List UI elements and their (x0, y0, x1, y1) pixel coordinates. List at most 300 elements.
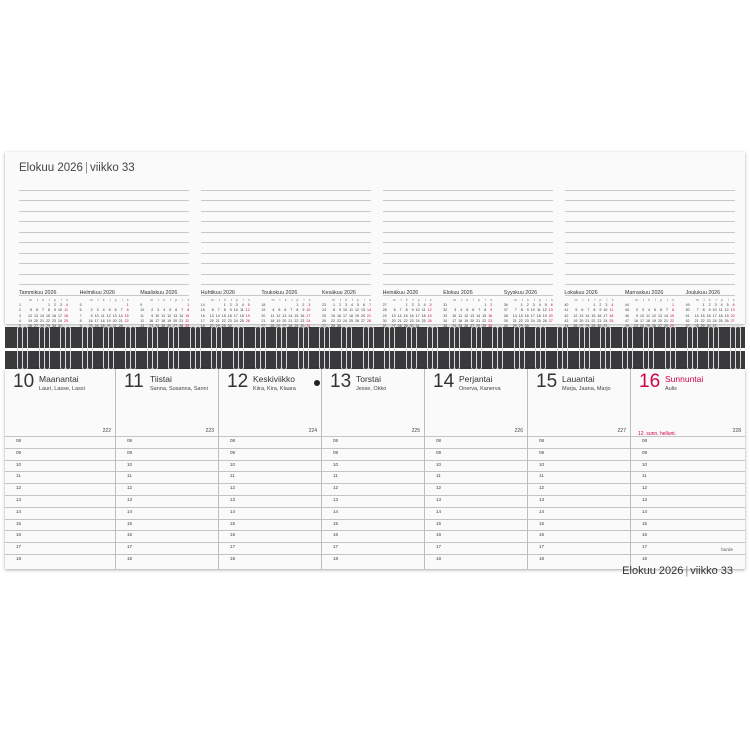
mini-day: 20 (361, 313, 365, 318)
mini-day: 18 (64, 313, 68, 318)
mini-day: 1 (223, 303, 226, 308)
hour-row[interactable] (219, 495, 321, 507)
mini-day: 9 (302, 308, 305, 313)
week-number: 20 (261, 313, 266, 318)
spiral-ring-icon (426, 326, 439, 370)
hour-row[interactable] (322, 483, 424, 495)
spiral-ring-icon (318, 326, 331, 370)
footer-title: Elokuu 2026 | viikko 33 (622, 565, 733, 577)
mini-day: 6 (363, 303, 365, 308)
hour-row[interactable] (219, 483, 321, 495)
mini-day: 17 (712, 313, 717, 318)
day-number: 12 (227, 371, 249, 392)
hour-row[interactable] (322, 542, 424, 554)
day-of-year: 225 (411, 428, 420, 434)
mini-day: 20 (470, 318, 475, 323)
mini-day: 8 (223, 308, 226, 313)
mini-day: 1 (405, 303, 408, 308)
note-line (565, 201, 735, 212)
mini-day: 7 (290, 308, 293, 313)
mini-day: 12 (427, 308, 432, 313)
hour-label: 15 (230, 520, 236, 526)
week-number: 6 (79, 308, 82, 313)
hour-row[interactable] (116, 471, 218, 483)
mini-day: 13 (209, 313, 214, 318)
mini-day: 6 (660, 308, 662, 313)
mini-day: 5 (169, 308, 172, 313)
hour-row[interactable] (219, 507, 321, 519)
mini-day: 2 (54, 303, 56, 308)
hour-row[interactable] (631, 507, 745, 519)
hour-row[interactable] (322, 495, 424, 507)
hour-row[interactable] (631, 436, 745, 448)
mini-day: 4 (611, 303, 614, 308)
hour-row[interactable] (219, 436, 321, 448)
mini-day: 4 (66, 303, 68, 308)
mini-day: 3 (605, 303, 608, 308)
notes-column[interactable] (201, 180, 371, 296)
mini-day: 13 (34, 313, 38, 318)
mini-day: 19 (245, 313, 250, 318)
mini-day: 6 (36, 308, 38, 313)
mini-day: 9 (90, 313, 93, 318)
hour-row[interactable] (219, 542, 321, 554)
header-month: Elokuu 2026 (19, 162, 83, 174)
mini-day: 12 (464, 313, 469, 318)
hour-grid (116, 436, 218, 566)
week-number: 21 (261, 318, 266, 323)
mini-calendar (564, 290, 624, 329)
hour-label: 14 (333, 508, 339, 514)
hour-row[interactable] (322, 554, 424, 566)
mini-day: 15 (221, 313, 226, 318)
hour-row[interactable] (5, 554, 115, 566)
mini-day: 4 (102, 308, 105, 313)
note-line (201, 201, 371, 212)
hour-row[interactable] (631, 448, 745, 460)
mini-day: 3 (157, 308, 160, 313)
note-line (383, 264, 553, 275)
day-column[interactable] (528, 369, 631, 569)
hour-row[interactable] (116, 495, 218, 507)
day-column[interactable] (631, 369, 745, 569)
mini-day: 9 (490, 308, 493, 313)
note-line (383, 201, 553, 212)
mini-day: 23 (488, 318, 493, 323)
mini-day: 26 (427, 318, 432, 323)
hour-label: 17 (642, 544, 648, 550)
hour-label: 15 (16, 520, 22, 526)
hour-row[interactable] (425, 436, 527, 448)
mini-day: 22 (185, 318, 190, 323)
mini-day: 13 (470, 313, 475, 318)
mini-day: 20 (658, 318, 662, 323)
hour-label: 14 (16, 508, 22, 514)
mini-day: 16 (52, 313, 56, 318)
hour-row[interactable] (631, 530, 745, 542)
weekday-label: p (357, 298, 359, 303)
mini-day: 20 (391, 318, 396, 323)
hour-row[interactable] (631, 460, 745, 472)
mini-day: 3 (454, 308, 457, 313)
hour-row[interactable] (631, 554, 745, 566)
mini-day: 25 (718, 318, 723, 323)
spiral-ring-icon (362, 326, 375, 370)
weekday-label: t (340, 298, 341, 303)
spiral-ring-icon (16, 326, 29, 370)
hour-row[interactable] (425, 460, 527, 472)
week-number: 33 (443, 313, 448, 318)
note-line (201, 180, 371, 191)
spiral-ring-icon (599, 326, 612, 370)
hour-row[interactable] (116, 554, 218, 566)
weekday-label: l (485, 298, 487, 303)
hour-row[interactable] (5, 460, 115, 472)
day-column[interactable] (5, 369, 116, 569)
mini-day: 13 (391, 313, 396, 318)
spiral-ring-icon (210, 326, 223, 370)
week-number: 4 (19, 318, 21, 323)
mini-day: 26 (542, 318, 547, 323)
weekday-label: t (533, 298, 535, 303)
notes-column[interactable] (19, 180, 189, 296)
mini-day: 18 (421, 313, 426, 318)
hour-row[interactable] (5, 519, 115, 531)
mini-day: 8 (593, 308, 596, 313)
hour-row[interactable] (322, 471, 424, 483)
day-of-year: 223 (205, 428, 214, 434)
hour-row[interactable] (116, 460, 218, 472)
hour-row[interactable] (322, 460, 424, 472)
hour-row[interactable] (116, 483, 218, 495)
week-number: 26 (322, 318, 326, 323)
mini-day: 15 (403, 313, 408, 318)
hour-row[interactable] (219, 460, 321, 472)
hour-row[interactable] (528, 554, 630, 566)
weekday-label: t (279, 298, 281, 303)
hour-row[interactable] (528, 507, 630, 519)
mini-day: 19 (28, 318, 32, 323)
weekday-label: s (672, 298, 674, 303)
hour-row[interactable] (631, 495, 745, 507)
hour-row[interactable] (528, 471, 630, 483)
mini-day: 1 (296, 303, 299, 308)
mini-day: 10 (712, 308, 717, 313)
spiral-ring-icon (707, 326, 720, 370)
hour-row[interactable] (425, 483, 527, 495)
weekday-label: k (648, 298, 650, 303)
day-name: Lauantai (562, 374, 595, 384)
mini-day: 21 (288, 318, 293, 323)
hour-label: 18 (333, 555, 339, 561)
hour-grid (322, 436, 424, 566)
hour-label: 13 (436, 496, 442, 502)
day-column[interactable] (116, 369, 219, 569)
weekday-label: p (538, 298, 541, 303)
mini-calendar-title: Helmikuu 2026 (79, 290, 115, 296)
hour-row[interactable] (116, 436, 218, 448)
mini-day: 21 (476, 318, 481, 323)
mini-day: 18 (646, 318, 650, 323)
mini-day: 12 (28, 313, 32, 318)
mini-day: 4 (720, 303, 723, 308)
hour-row[interactable] (5, 471, 115, 483)
day-of-year: 226 (514, 428, 523, 434)
mini-day: 2 (526, 303, 529, 308)
hour-label: 17 (539, 544, 545, 550)
mini-day: 16 (706, 313, 711, 318)
hour-row[interactable] (5, 436, 115, 448)
mini-day: 8 (187, 308, 190, 313)
hour-label: 10 (127, 461, 133, 467)
hour-row[interactable] (425, 554, 527, 566)
hour-label: 12 (436, 485, 442, 491)
mini-day: 1 (672, 303, 674, 308)
hour-label: 11 (436, 473, 441, 479)
weekday-label: s (248, 298, 250, 303)
spiral-ring-icon (621, 326, 634, 370)
hour-label: 09 (642, 449, 648, 455)
weekday-label: s (429, 298, 432, 303)
hour-label: 08 (127, 438, 133, 443)
weekday-label: p (114, 298, 117, 303)
note-line (565, 264, 735, 275)
hour-row[interactable] (631, 519, 745, 531)
hour-row[interactable] (219, 554, 321, 566)
hour-row[interactable] (425, 448, 527, 460)
mini-day: 17 (306, 313, 311, 318)
mini-day: 21 (585, 318, 590, 323)
day-number: 14 (433, 371, 455, 392)
hour-row[interactable] (528, 495, 630, 507)
hour-row[interactable] (5, 507, 115, 519)
mini-day: 20 (579, 318, 584, 323)
weekday-label: m (453, 298, 457, 303)
day-column[interactable] (322, 369, 425, 569)
mini-day: 6 (472, 308, 475, 313)
hour-label: 08 (16, 438, 22, 443)
mini-day: 10 (415, 308, 420, 313)
mini-day: 7 (42, 308, 44, 313)
hour-row[interactable] (528, 542, 630, 554)
mini-day: 23 (52, 318, 56, 323)
hour-row[interactable] (528, 519, 630, 531)
mini-day: 9 (411, 308, 414, 313)
weekday-label: p (599, 298, 602, 303)
mini-calendar-title: Kesäkuu 2026 (322, 290, 356, 296)
hour-row[interactable] (425, 471, 527, 483)
mini-day: 11 (718, 308, 723, 313)
hour-row[interactable] (322, 530, 424, 542)
mini-day: 21 (664, 318, 668, 323)
mini-day: 10 (94, 313, 99, 318)
mini-day: 9 (229, 308, 232, 313)
mini-day: 10 (603, 308, 608, 313)
hour-row[interactable] (219, 471, 321, 483)
hour-row[interactable] (219, 448, 321, 460)
mini-day: 2 (411, 303, 414, 308)
day-name: Sunnuntai (665, 374, 704, 384)
spiral-ring-icon (729, 326, 742, 370)
weekday-label: t (109, 298, 111, 303)
mini-day: 27 (730, 318, 735, 323)
week-number: 37 (503, 308, 508, 313)
mini-day: 2 (636, 308, 638, 313)
week-number: 24 (322, 308, 326, 313)
hour-label: 18 (539, 555, 545, 561)
weekday-label: p (235, 298, 238, 303)
day-column[interactable] (219, 369, 322, 569)
week-number: 31 (443, 303, 448, 308)
spiral-ring-icon (124, 326, 137, 370)
hour-row[interactable] (425, 530, 527, 542)
week-number: 7 (79, 313, 82, 318)
week-number: 25 (322, 313, 326, 318)
mini-day: 10 (452, 313, 457, 318)
hour-row[interactable] (116, 507, 218, 519)
weekday-label: t (230, 298, 232, 303)
hour-row[interactable] (631, 483, 745, 495)
weekday-label: m (271, 298, 275, 303)
note-line (383, 243, 553, 254)
mini-day: 3 (235, 303, 238, 308)
footer-month: Elokuu 2026 (622, 565, 684, 577)
hour-label: 08 (642, 438, 648, 443)
hour-row[interactable] (5, 483, 115, 495)
hour-row[interactable] (425, 495, 527, 507)
notes-column[interactable] (383, 180, 553, 296)
week-number: 52 (685, 318, 690, 323)
hour-label: 12 (539, 485, 545, 491)
mini-day: 14 (118, 313, 123, 318)
hour-row[interactable] (116, 519, 218, 531)
hour-row[interactable] (116, 448, 218, 460)
mini-day: 7 (514, 308, 517, 313)
weekday-label: l (667, 298, 668, 303)
mini-day: 2 (599, 303, 602, 308)
hour-row[interactable] (425, 542, 527, 554)
day-column[interactable] (425, 369, 528, 569)
spiral-ring-icon (686, 326, 699, 370)
week-number: 47 (625, 318, 629, 323)
mini-day: 5 (575, 308, 578, 313)
hour-label: 08 (539, 438, 545, 443)
spiral-ring-icon (102, 326, 115, 370)
hour-row[interactable] (322, 436, 424, 448)
hour-row[interactable] (116, 530, 218, 542)
week-number: 30 (382, 318, 387, 323)
hour-row[interactable] (322, 448, 424, 460)
hour-row[interactable] (116, 542, 218, 554)
mini-day: 11 (646, 313, 650, 318)
hour-row[interactable] (528, 483, 630, 495)
weekday-label: m (695, 298, 699, 303)
mini-day: 25 (349, 318, 353, 323)
notes-column[interactable] (565, 180, 735, 296)
mini-day: 12 (276, 313, 281, 318)
hour-row[interactable] (5, 530, 115, 542)
mini-day: 15 (482, 313, 487, 318)
weekday-label: k (163, 298, 166, 303)
mini-day: 12 (245, 308, 250, 313)
weekday-label: t (37, 298, 38, 303)
mini-day: 15 (591, 313, 596, 318)
mini-day: 16 (524, 313, 529, 318)
mini-day: 20 (282, 318, 287, 323)
name-day-list: Jesse, Okko (356, 386, 387, 392)
mini-day: 4 (648, 308, 650, 313)
mini-day: 17 (452, 318, 457, 323)
hour-label: 14 (230, 508, 236, 514)
mini-day: 2 (708, 303, 711, 308)
hour-row[interactable] (528, 436, 630, 448)
mini-day: 3 (642, 308, 644, 313)
hour-row[interactable] (528, 460, 630, 472)
hour-row[interactable] (219, 530, 321, 542)
mini-day: 15 (124, 313, 129, 318)
mini-day: 9 (339, 308, 341, 313)
hour-label: 13 (539, 496, 545, 502)
weekday-label: t (643, 298, 644, 303)
hour-row[interactable] (528, 448, 630, 460)
hour-label: 16 (230, 532, 236, 538)
hour-row[interactable] (322, 507, 424, 519)
hour-row[interactable] (322, 519, 424, 531)
mini-day: 19 (106, 318, 111, 323)
note-line (565, 180, 735, 191)
mini-day: 10 (530, 308, 535, 313)
week-number: 34 (443, 318, 448, 323)
mini-day: 7 (120, 308, 123, 313)
mini-day: 26 (355, 318, 359, 323)
hour-label: 11 (16, 473, 21, 479)
week-number: 36 (503, 303, 508, 308)
mini-day: 9 (526, 308, 529, 313)
week-number: 39 (503, 318, 508, 323)
mini-day: 17 (94, 318, 99, 323)
mini-day: 18 (349, 313, 353, 318)
mini-day: 14 (288, 313, 293, 318)
mini-day: 14 (397, 313, 402, 318)
hour-row[interactable] (5, 495, 115, 507)
mini-day: 9 (599, 308, 602, 313)
hour-row[interactable] (5, 542, 115, 554)
hour-label: 11 (230, 473, 235, 479)
mini-day: 11 (270, 313, 275, 318)
hour-row[interactable] (219, 519, 321, 531)
hour-label: 16 (127, 532, 133, 538)
hour-row[interactable] (425, 519, 527, 531)
note-line (383, 222, 553, 233)
hour-row[interactable] (5, 448, 115, 460)
weekday-label: k (587, 298, 590, 303)
hour-row[interactable] (528, 530, 630, 542)
weekday-label: m (150, 298, 154, 303)
mini-day: 20 (730, 313, 735, 318)
note-line (19, 222, 189, 233)
weekday-label: p (175, 298, 178, 303)
mini-day: 19 (573, 318, 578, 323)
hour-row[interactable] (425, 507, 527, 519)
note-line (383, 191, 553, 202)
note-line (19, 275, 189, 286)
mini-day: 22 (294, 318, 299, 323)
mini-day: 17 (415, 313, 420, 318)
hour-row[interactable] (631, 471, 745, 483)
hour-label: 16 (16, 532, 22, 538)
note-line (565, 222, 735, 233)
note-line (565, 254, 735, 265)
